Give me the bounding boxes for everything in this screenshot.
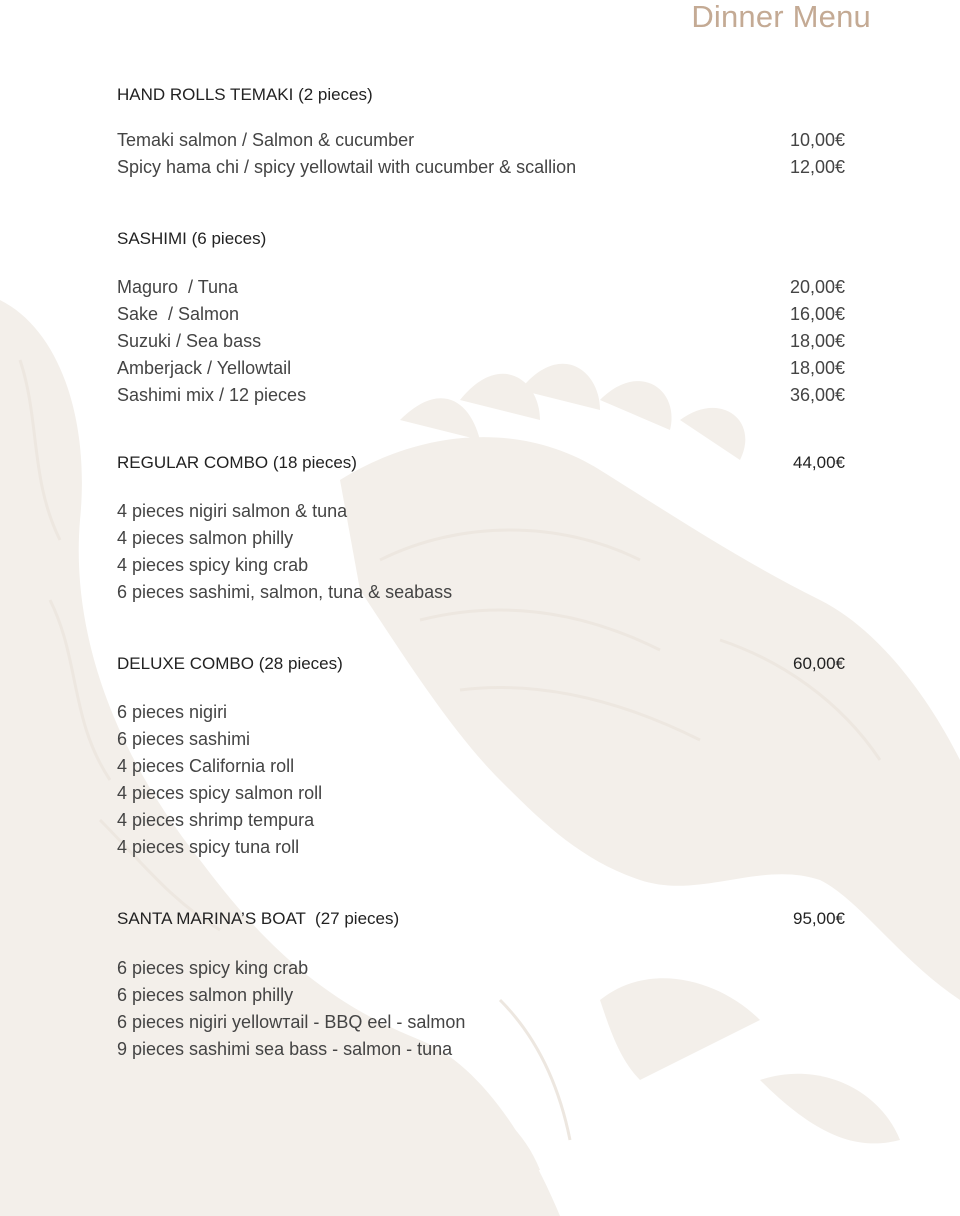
section-heading-label: SASHIMI (6 pieces) [117,229,267,248]
item-list [117,127,845,181]
section-santa-marinas-boat [117,908,845,1063]
combo-item: 6 pieces salmon philly [117,985,294,1005]
combo-item: 6 pieces nigiri yellowтail - BBQ eel - salmon [117,1012,466,1032]
item-name: Maguro / Tuna [117,277,239,297]
combo-item: 4 pieces salmon philly [117,528,294,548]
section-heading [117,653,845,675]
section-heading [117,908,845,930]
item-name: Temaki salmon / Salmon & cucumber [117,130,415,150]
item-price: 10,00€ [789,130,845,150]
section-heading-label: SANTA MARINA’S BOAT (27 pieces) [117,909,400,928]
section-hand-rolls [117,84,845,181]
combo-price: 44,00€ [793,453,845,472]
item-list [117,274,845,409]
section-heading-label: DELUXE COMBO (28 pieces) [117,654,343,673]
item-list [117,498,845,606]
combo-item: 6 pieces spicy king crab [117,958,309,978]
section-deluxe-combo [117,653,845,861]
section-heading-label: HAND ROLLS TEMAKI (2 pieces) [117,85,373,104]
combo-item: 4 pieces spicy tuna roll [117,837,300,857]
item-price: 12,00€ [789,157,845,177]
item-price: 36,00€ [789,385,845,405]
item-name: Spicy hama chi / spicy yellowtail with cucumber & scallion [117,157,577,177]
item-name: Sashimi mix / 12 pieces [117,385,307,405]
item-list [117,699,845,861]
section-heading [117,228,845,250]
combo-item: 6 pieces nigiri [117,702,228,722]
item-name: Suzuki / Sea bass [117,331,262,351]
menu-item [117,274,845,301]
combo-item: 4 pieces shrimp tempura [117,810,315,830]
section-heading [117,452,845,474]
section-regular-combo [117,452,845,606]
item-list [117,955,845,1063]
page-title: Dinner Menu [691,0,871,34]
combo-item: 4 pieces spicy king crab [117,555,309,575]
menu-item [117,328,845,355]
combo-item: 4 pieces California roll [117,756,295,776]
combo-item: 4 pieces nigiri salmon & tuna [117,501,348,521]
combo-price: 95,00€ [793,909,845,928]
item-price: 18,00€ [789,358,845,378]
menu-item [117,382,845,409]
item-name: Sake / Salmon [117,304,240,324]
combo-item: 4 pieces spicy salmon roll [117,783,323,803]
combo-price: 60,00€ [793,654,845,673]
menu-item [117,154,845,181]
section-heading [117,84,845,106]
item-price: 16,00€ [789,304,845,324]
menu-item [117,355,845,382]
item-name: Amberjack / Yellowtail [117,358,292,378]
item-price: 20,00€ [789,277,845,297]
combo-item: 9 pieces sashimi sea bass - salmon - tuna [117,1039,453,1059]
menu-item [117,127,845,154]
combo-item: 6 pieces sashimi, salmon, tuna & seabass [117,582,453,602]
section-heading-label: REGULAR COMBO (18 pieces) [117,453,357,472]
section-sashimi [117,228,845,409]
item-price: 18,00€ [789,331,845,351]
combo-item: 6 pieces sashimi [117,729,251,749]
menu-item [117,301,845,328]
